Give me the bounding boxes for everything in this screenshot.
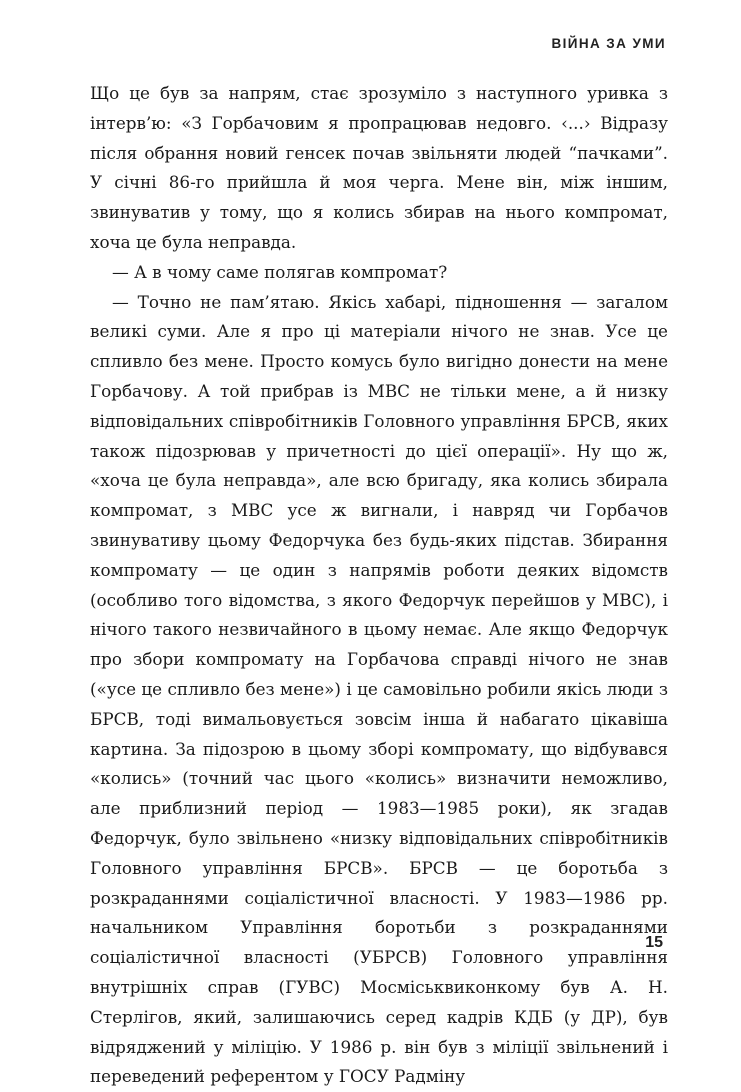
dialogue-question: — А в чому саме полягав компромат? [112,261,448,282]
page-number: 15 [645,934,663,951]
body-text [90,79,668,1092]
dialogue-answer-paragraph: — Точно не пам’ятаю. Якісь хабарі, підношення — загалом великі суми. Але я про ці матеріали нічого не знав. Усе це спливло без мене. Просто комусь було вигідно донести на мене Горбачову. А той прибрав із МВС не тільки мене, а й низку відповідальних співробітників Головного управління БРСВ, яких також підозрював у причетності до цієї операції». Ну що ж, «хоча це була неправда», але всю бригаду, яка колись збирала компромат, з МВС усе ж вигнали, і навряд чи Горбачов звинувативу цьому Федорчука без будь-яких підстав. Збирання компромату — це один з напрямів роботи деяких відомств (особливо того відомства, з якого Федорчук перейшов у МВС), і нічого такого незвичайного в цьому немає. Але якщо Федорчук про збори компромату на Горбачова справді нічого не знав («усе це спливло без мене») і це самовільно робили якісь люди з БРСВ, тоді вимальовується зовсім інша й набагато цікавіша картина. За підозрою в цьому зборі компромату, що відбувався «колись» (точний час цього «колись» визначити неможливо, але приблизний період — 1983—1985 роки), як згадав Федорчук, було звільнено «низку відповідальних співробітників Головного управління БРСВ». БРСВ — це боротьба з розкраданнями соціалістичної власності. У 1983—1986 рр. начальником Управління боротьби з розкраданнями соціалістичної власності (УБРСВ) Головного управління внутрішніх справ (ГУВС) Мосміськвиконкому був А. Н. Стерлігов, який, залишаючись серед кадрів КДБ (у ДР), був відряджений у міліцію. У 1986 р. він був з міліції звільнений і переведений референтом у ГОСУ Радміну [90,291,668,1087]
paragraph: Що це був за напрям, стає зрозуміло з наступного уривка з інтерв’ю: «З Горбачовим я пропрацював недовго. ‹...› Відразу після обрання новий генсек почав звільняти людей “пачками”. У січні 86-го прийшла й моя черга. Мене він, між іншим, звинуватив у тому, що я колись збирав на нього компромат, хоча це була неправда. [90,83,668,252]
running-header: ВІЙНА ЗА УМИ [551,36,666,51]
